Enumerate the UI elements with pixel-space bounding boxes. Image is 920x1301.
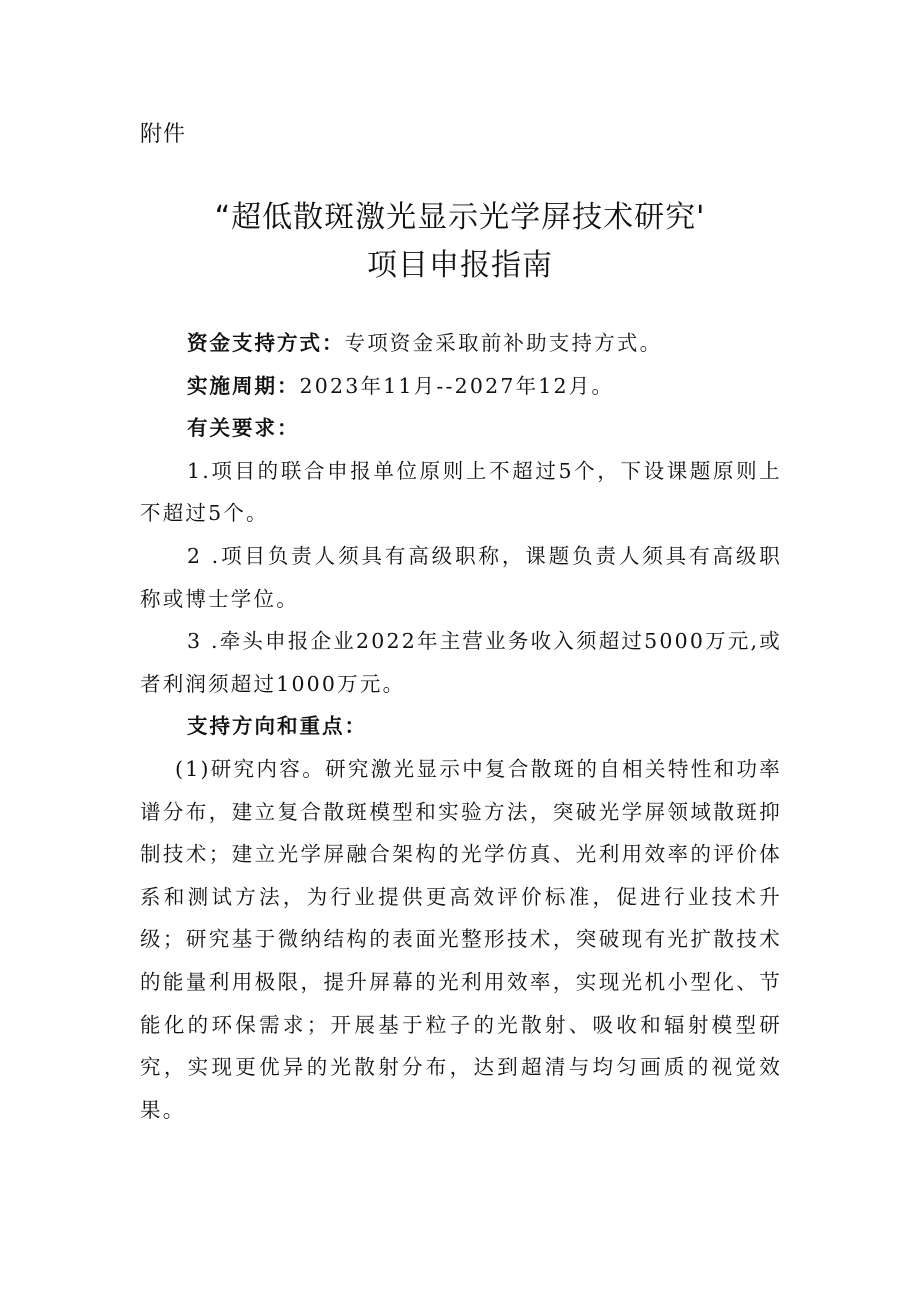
- requirement-item-1: 1.项目的联合申报单位原则上不超过5个，下设课题原则上不超过5个。: [140, 458, 782, 526]
- requirement-item-2: 2 .项目负责人须具有高级职称，课题负责人须具有高级职称或博士学位。: [140, 543, 782, 611]
- document-body: [140, 322, 782, 1131]
- funding-text: 专项资金采取前补助支持方式。: [344, 331, 663, 355]
- attachment-label: 附件: [140, 122, 187, 147]
- period-text: 2023年11月--2027年12月。: [299, 373, 615, 398]
- direction-paragraph: (1)研究内容。研究激光显示中复合散斑的自相关特性和功率谱分布，建立复合散斑模型和实验方法，突破光学屏领域散斑抑制技术；建立光学屏融合架构的光学仿真、光利用效率的评价体系和测试方法，为行业提供更高效评价标准，促进行业技术升级；研究基于微纳结构的表面光整形技术，突破现有光扩散技术的能量利用极限，提升屏幕的光利用效率，实现光机小型化、节能化的环保需求；开展基于粒子的光散射、吸收和辐射模型研究，实现更优异的光散射分布，达到超清与均匀画质的视觉效果。: [140, 756, 782, 1122]
- period-paragraph: [140, 365, 782, 408]
- funding-paragraph: [140, 322, 782, 365]
- direction-heading: 支持方向和重点：: [187, 714, 367, 739]
- requirements-heading: 有关要求：: [187, 416, 300, 441]
- document-title-line2: 项目申报指南: [367, 248, 553, 283]
- document-title-line1: “超低散斑激光显示光学屏技术研究': [214, 200, 706, 235]
- period-label: 实施周期：: [187, 373, 300, 398]
- requirement-item-3: 3 .牵头申报企业2022年主营业务收入须超过5000万元,或者利润须超过1000万元。: [140, 629, 782, 696]
- funding-label: 资金支持方式：: [187, 331, 345, 355]
